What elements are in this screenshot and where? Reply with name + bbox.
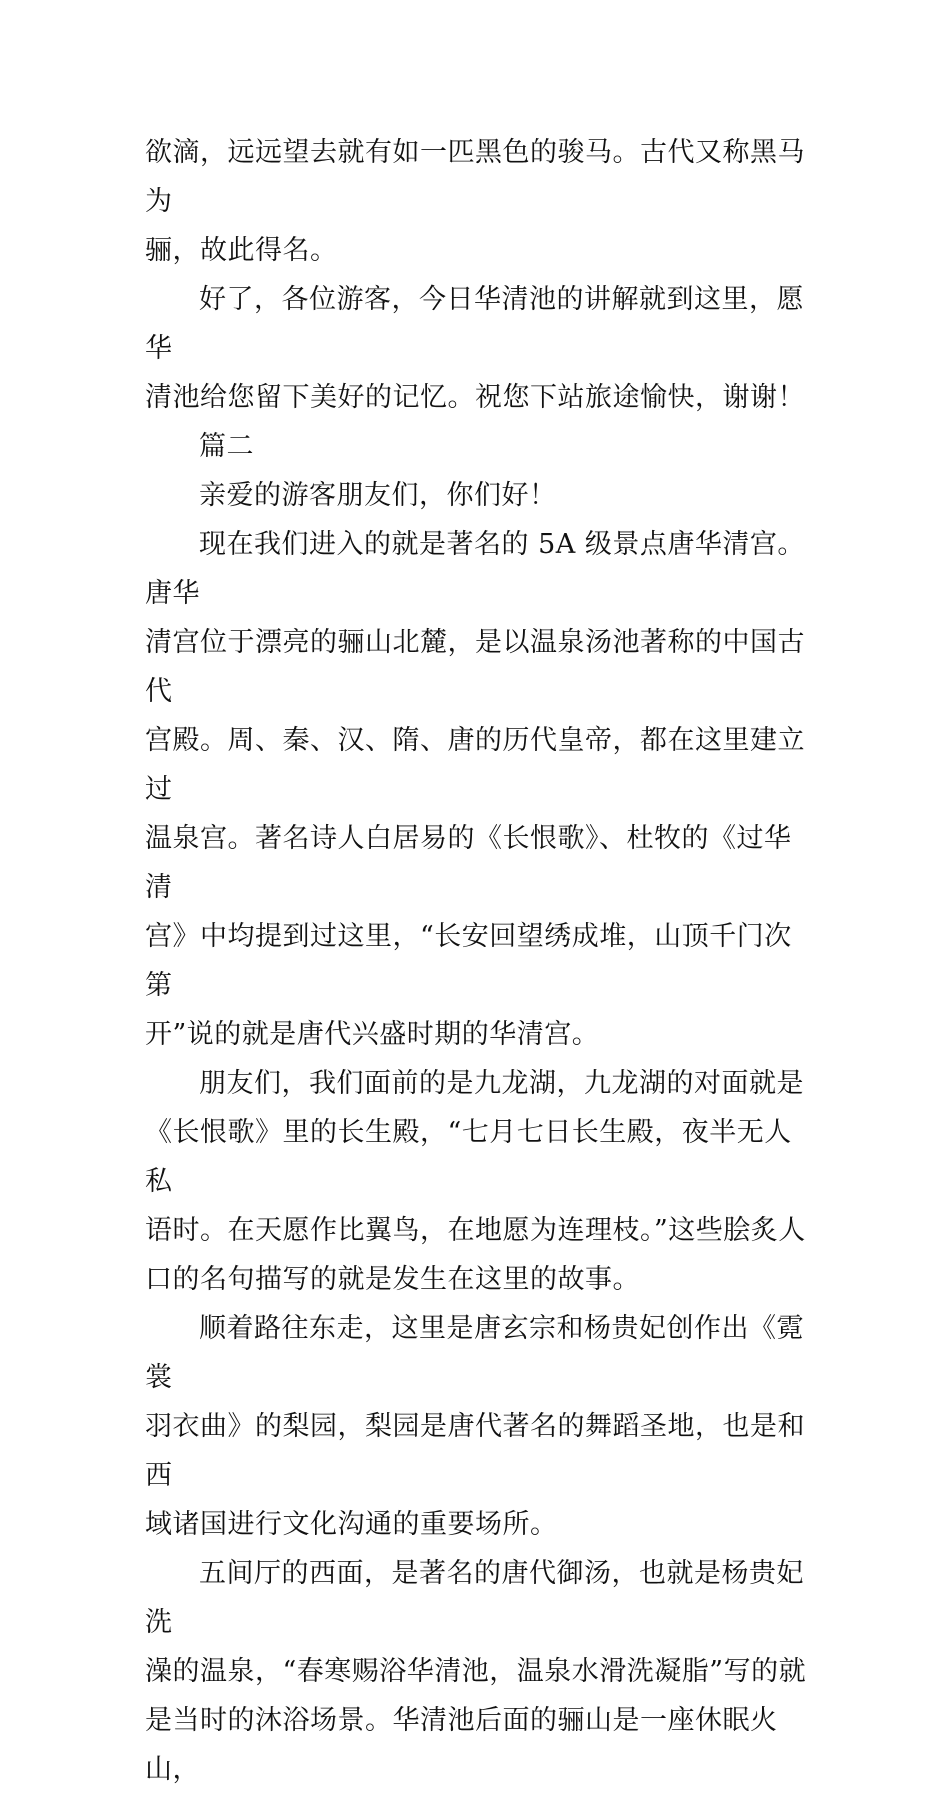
text-line: 好了，各位游客，今日华清池的讲解就到这里，愿华: [145, 284, 804, 364]
text-line: 温泉宫。著名诗人白居易的《长恨歌》、杜牧的《过华清: [145, 823, 792, 903]
text-line: 《长恨歌》里的长生殿，“七月七日长生殿，夜半无人私: [145, 1117, 792, 1197]
text-line: 澡的温泉，“春寒赐浴华清池，温泉水滑洗凝脂”写的就: [145, 1656, 807, 1687]
text-line: 域诸国进行文化沟通的重要场所。: [145, 1509, 558, 1540]
section-heading: 篇二: [199, 431, 254, 462]
text-line: 清池给您留下美好的记忆。祝您下站旅途愉快，谢谢！: [145, 382, 805, 413]
text-line: 现在我们进入的就是著名的 5A 级景点唐华清宫。唐华: [145, 529, 805, 609]
text-line: 宫殿。周、秦、汉、隋、唐的历代皇帝，都在这里建立过: [145, 725, 805, 805]
text-line: 骊，故此得名。: [145, 235, 338, 266]
text-line: 朋友们，我们面前的是九龙湖，九龙湖的对面就是: [199, 1068, 804, 1099]
text-line: 语时。在天愿作比翼鸟，在地愿为连理枝。”这些脍炙人: [145, 1215, 806, 1246]
text-line: 口的名句描写的就是发生在这里的故事。: [145, 1264, 640, 1295]
text-line: 开”说的就是唐代兴盛时期的华清宫。: [145, 1019, 600, 1050]
text-line: 五间厅的西面，是著名的唐代御汤，也就是杨贵妃洗: [145, 1558, 804, 1638]
text-line: 顺着路往东走，这里是唐玄宗和杨贵妃创作出《霓裳: [145, 1313, 804, 1393]
text-line: 欲滴，远远望去就有如一匹黑色的骏马。古代又称黑马为: [145, 137, 805, 217]
text-line: 宫》中均提到过这里，“长安回望绣成堆，山顶千门次第: [145, 921, 792, 1001]
text-line: 羽衣曲》的梨园，梨园是唐代著名的舞蹈圣地，也是和西: [145, 1411, 805, 1491]
text-line: 是当时的沐浴场景。华清池后面的骊山是一座休眠火山，: [145, 1705, 778, 1785]
text-line: 亲爱的游客朋友们，你们好！: [199, 480, 557, 511]
body-text: [145, 128, 810, 1794]
text-line: 清宫位于漂亮的骊山北麓，是以温泉汤池著称的中国古代: [145, 627, 805, 707]
